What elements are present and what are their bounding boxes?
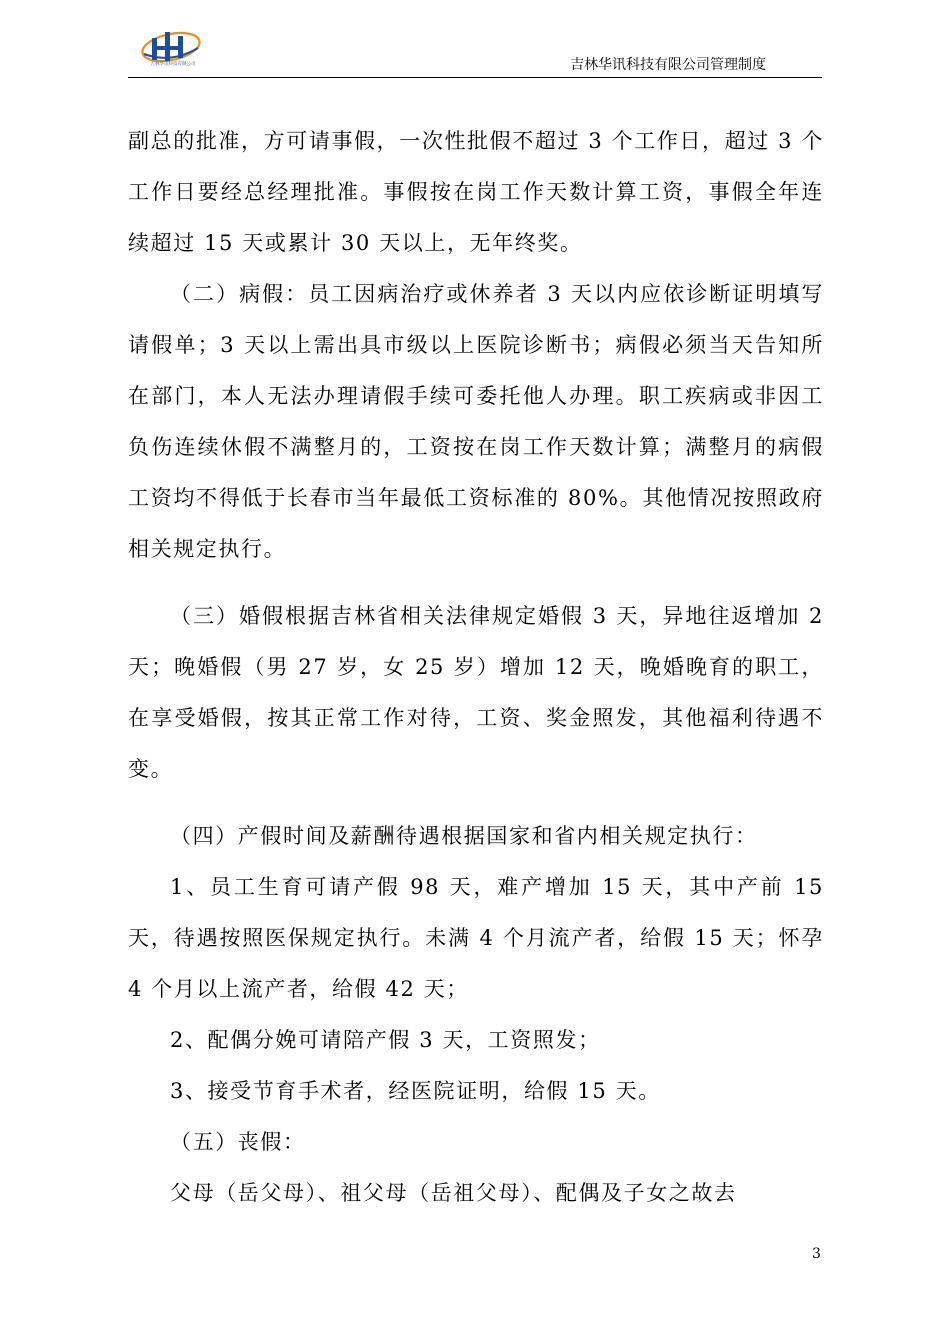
paragraph-personal-leave-continued: 副总的批准，方可请事假，一次性批假不超过 3 个工作日，超过 3 个工作日要经总经理批准。事假按在岗工作天数计算工资，事假全年连续超过 15 天或累计 30 天以上，无年终奖。 [128,129,824,255]
paragraph-maternity-item-3: 3、接受节育手术者，经医院证明，给假 15 天。 [170,1079,661,1103]
paragraph-maternity-leave-heading: （四）产假时间及薪酬待遇根据国家和省内相关规定执行： [170,824,758,848]
page-header [128,30,822,78]
page-number: 3 [812,1246,821,1262]
company-logo [132,30,210,70]
paragraph-sick-leave: （二）病假：员工因病治疗或休养者 3 天以内应依诊断证明填写请假单；3 天以上需出具市级以上医院诊断书；病假必须当天告知所在部门，本人无法办理请假手续可委托他人办理。职工疾病或非因工负伤连续休假不满整月的，工资按在岗工作天数计算；满整月的病假工资均不得低于长春市当年最低工资标准的 80%。其他情况按照政府相关规定执行。 [128,282,824,561]
header-divider [128,77,822,78]
document-body [128,116,824,1219]
paragraph-bereavement-detail: 父母（岳父母）、祖父母（岳祖父母）、配偶及子女之故去 [170,1181,737,1205]
paragraph-marriage-leave: （三）婚假根据吉林省相关法律规定婚假 3 天，异地往返增加 2 天；晚婚假（男 27 岁，女 25 岁）增加 12 天，晚婚晚育的职工，在享受婚假，按其正常工作对待，工资、奖金照发，其他福利待遇不变。 [128,604,824,781]
paragraph-bereavement-heading: （五）丧假： [170,1130,306,1154]
company-logo-icon [132,30,210,64]
header-title: 吉林华讯科技有限公司管理制度 [570,57,766,73]
paragraph-maternity-item-2: 2、配偶分娩可请陪产假 3 天，工资照发； [170,1028,601,1052]
logo-caption: 吉林华讯科技有限公司 [150,62,196,67]
paragraph-maternity-item-1: 1、员工生育可请产假 98 天，难产增加 15 天，其中产前 15 天，待遇按照医保规定执行。未满 4 个月流产者，给假 15 天；怀孕 4 个月以上流产者，给假 42 天； [128,875,824,1001]
